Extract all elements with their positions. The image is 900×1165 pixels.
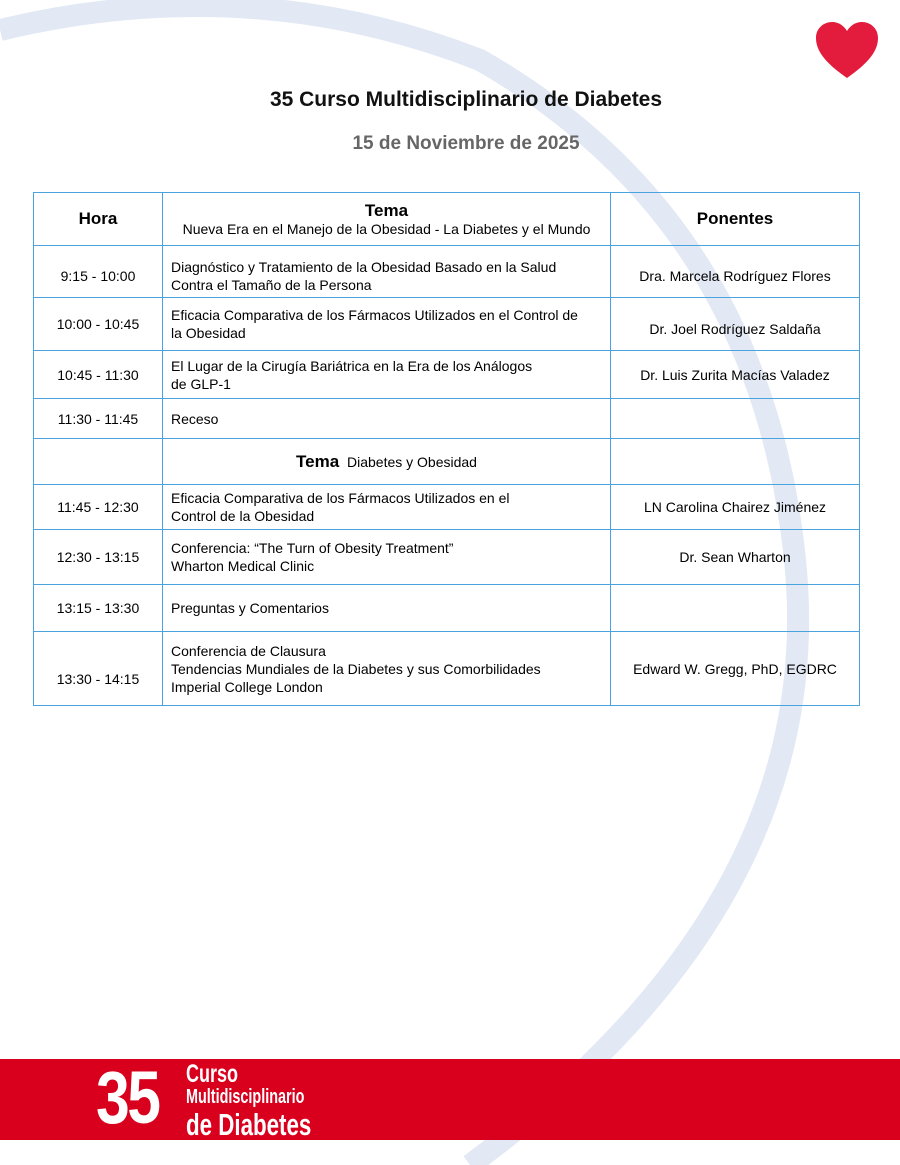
section-empty-cell (611, 439, 860, 485)
header-hora: Hora (34, 193, 163, 246)
row-topic: Receso (163, 399, 611, 439)
row-speaker: Dr. Joel Rodríguez Saldaña (611, 298, 860, 351)
row-time: 13:30 - 14:15 (34, 632, 163, 706)
row-topic: El Lugar de la Cirugía Bariátrica en la Era de los Análogos de GLP-1 (163, 351, 611, 399)
header-tema: Tema Nueva Era en el Manejo de la Obesidad - La Diabetes y el Mundo (163, 193, 611, 246)
row-speaker (611, 399, 860, 439)
table-row (34, 585, 860, 632)
table-row (34, 399, 860, 439)
footer-logo-line2: Multidisciplinario (186, 1086, 305, 1108)
page-title: 35 Curso Multidisciplinario de Diabetes (269, 88, 663, 111)
table-row (34, 298, 860, 351)
table-header-row (34, 193, 860, 246)
row-time: 11:45 - 12:30 (34, 485, 163, 530)
section-empty-cell (34, 439, 163, 485)
row-time: 10:45 - 11:30 (34, 351, 163, 399)
row-time: 10:00 - 10:45 (34, 298, 163, 351)
row-topic: Preguntas y Comentarios (163, 585, 611, 632)
header-ponentes: Ponentes (611, 193, 860, 246)
row-speaker: Dr. Sean Wharton (611, 530, 860, 585)
section-tema-subtitle: Diabetes y Obesidad (346, 453, 477, 470)
row-topic: Eficacia Comparativa de los Fármacos Utilizados en el Control de la Obesidad (163, 485, 611, 530)
row-topic: Diagnóstico y Tratamiento de la Obesidad Basado en la Salud Contra el Tamaño de la Persona (163, 246, 611, 298)
footer-logo-line3: de Diabetes (186, 1107, 312, 1142)
row-time: 12:30 - 13:15 (34, 530, 163, 585)
event-date: 15 de Noviembre de 2025 (352, 133, 580, 154)
row-topic: Eficacia Comparativa de los Fármacos Utilizados en el Control de la Obesidad (163, 298, 611, 351)
row-time: 13:15 - 13:30 (34, 585, 163, 632)
footer-logo-number: 35 (96, 1056, 159, 1139)
row-speaker (611, 585, 860, 632)
row-speaker: Dra. Marcela Rodríguez Flores (611, 246, 860, 298)
row-speaker: Dr. Luis Zurita Macías Valadez (611, 351, 860, 399)
table-row (34, 351, 860, 399)
row-time: 11:30 - 11:45 (34, 399, 163, 439)
footer-logo-line1: Curso (186, 1060, 239, 1088)
table-row (34, 485, 860, 530)
agenda-table (33, 192, 860, 706)
table-row (34, 246, 860, 298)
section-tema (163, 439, 611, 485)
table-row (34, 530, 860, 585)
row-time: 9:15 - 10:00 (34, 246, 163, 298)
row-topic: Conferencia: “The Turn of Obesity Treatment” Wharton Medical Clinic (163, 530, 611, 585)
section-row (34, 439, 860, 485)
row-speaker: Edward W. Gregg, PhD, EGDRC (611, 632, 860, 706)
row-speaker: LN Carolina Chairez Jiménez (611, 485, 860, 530)
row-topic: Conferencia de Clausura Tendencias Mundiales de la Diabetes y sus Comorbilidades Imperial College London (163, 632, 611, 706)
heart-icon (814, 20, 880, 80)
header-tema-subtitle: Nueva Era en el Manejo de la Obesidad - La Diabetes y el Mundo (182, 221, 591, 237)
section-tema-label: Tema (296, 451, 340, 471)
table-row (34, 632, 860, 706)
